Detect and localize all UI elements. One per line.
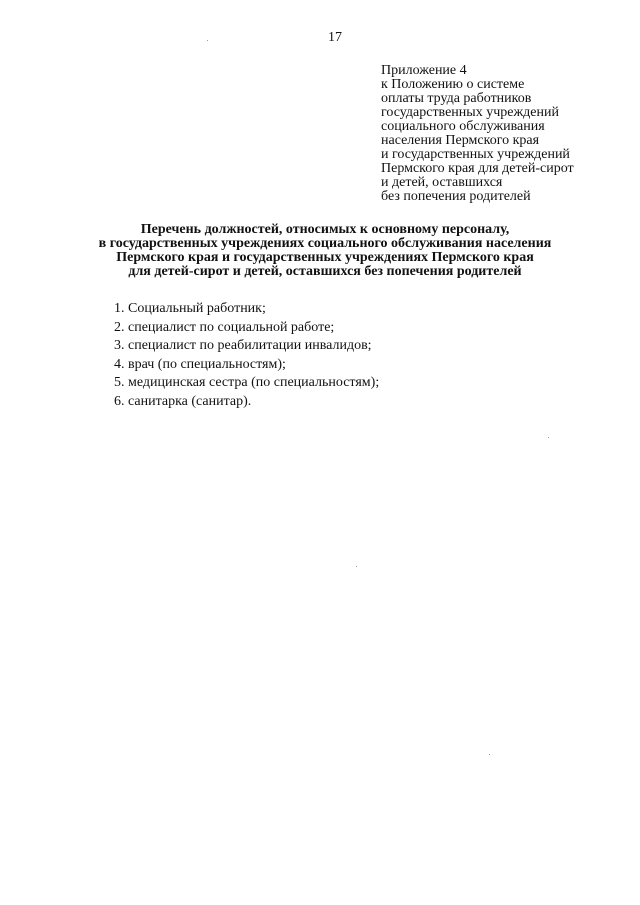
appendix-line: оплаты труда работников	[381, 91, 532, 106]
title-line: для детей-сирот и детей, оставшихся без попечения родителей	[128, 264, 522, 279]
appendix-line: Приложение 4	[381, 63, 467, 78]
list-item: 2. специалист по социальной работе;	[114, 319, 335, 335]
appendix-line: социального обслуживания	[381, 119, 545, 134]
positions-list	[114, 300, 534, 412]
scan-speck	[489, 754, 490, 755]
title-line: Перечень должностей, относимых к основному персоналу,	[140, 222, 510, 237]
appendix-line: государственных учреждений	[381, 105, 559, 120]
list-item: 6. санитарка (санитар).	[114, 393, 252, 409]
appendix-line: без попечения родителей	[381, 189, 531, 204]
appendix-line: к Положению о системе	[381, 77, 525, 92]
list-item: 1. Социальный работник;	[114, 301, 266, 316]
title-line: Пермского края и государственных учреждениях Пермского края	[116, 250, 534, 265]
appendix-header	[381, 64, 631, 204]
list-item: 5. медицинская сестра (по специальностям);	[114, 375, 380, 391]
page-number: 17	[328, 30, 342, 45]
list-item: 3. специалист по реабилитации инвалидов;	[114, 338, 372, 354]
appendix-line: населения Пермского края	[381, 133, 540, 148]
scan-speck	[207, 40, 208, 41]
title-line: в государственных учреждениях социального обслуживания населения	[98, 236, 552, 251]
scan-speck	[356, 566, 357, 567]
appendix-line: и государственных учреждений	[381, 147, 570, 162]
list-item: 4. врач (по специальностям);	[114, 356, 286, 372]
document-title	[60, 223, 590, 279]
appendix-line: Пермского края для детей-сирот	[381, 161, 574, 176]
appendix-line: и детей, оставшихся	[381, 175, 503, 190]
scan-speck	[548, 437, 549, 438]
